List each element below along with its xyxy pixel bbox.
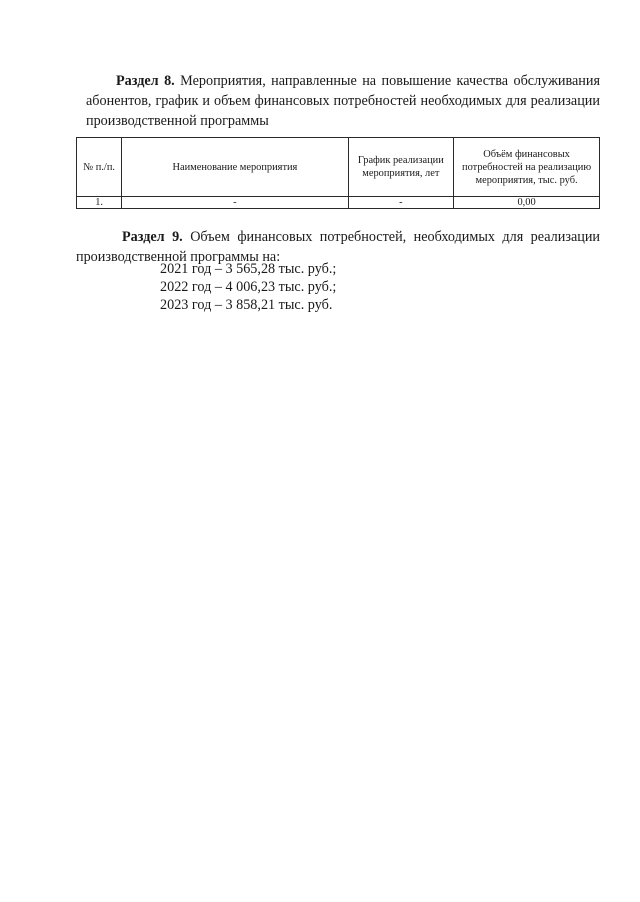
header-number: № п./п. bbox=[77, 138, 122, 197]
year-2023-line: 2023 год – 3 858,21 тыс. руб. bbox=[160, 297, 333, 313]
section-9-text: Объем финансовых потребностей, необходимых для реализации производственной программы на: bbox=[76, 229, 601, 265]
measures-table bbox=[76, 137, 600, 209]
header-schedule: График реализации мероприятия, лет bbox=[348, 138, 454, 197]
section-8-paragraph bbox=[86, 71, 600, 131]
year-2021-line: 2021 год – 3 565,28 тыс. руб.; bbox=[160, 261, 337, 277]
cell-number: 1. bbox=[77, 197, 122, 209]
section-9-label: Раздел 9. bbox=[122, 229, 183, 245]
section-8-text: Мероприятия, направленные на повышение качества обслуживания абонентов, график и объем финансовых потребностей необходимых для реализации производственной программы bbox=[86, 73, 601, 129]
cell-financial-volume: 0,00 bbox=[454, 197, 600, 209]
header-measure-name: Наименование мероприятия bbox=[122, 138, 348, 197]
section-8-label: Раздел 8. bbox=[116, 73, 175, 89]
section-9-paragraph bbox=[76, 227, 600, 267]
cell-schedule: - bbox=[348, 197, 454, 209]
cell-measure-name: - bbox=[122, 197, 348, 209]
table-row bbox=[77, 197, 600, 209]
header-financial-volume: Объём финансовых потребностей на реализацию мероприятия, тыс. руб. bbox=[454, 138, 600, 197]
table-header-row bbox=[77, 138, 600, 197]
year-2022-line: 2022 год – 4 006,23 тыс. руб.; bbox=[160, 279, 337, 295]
